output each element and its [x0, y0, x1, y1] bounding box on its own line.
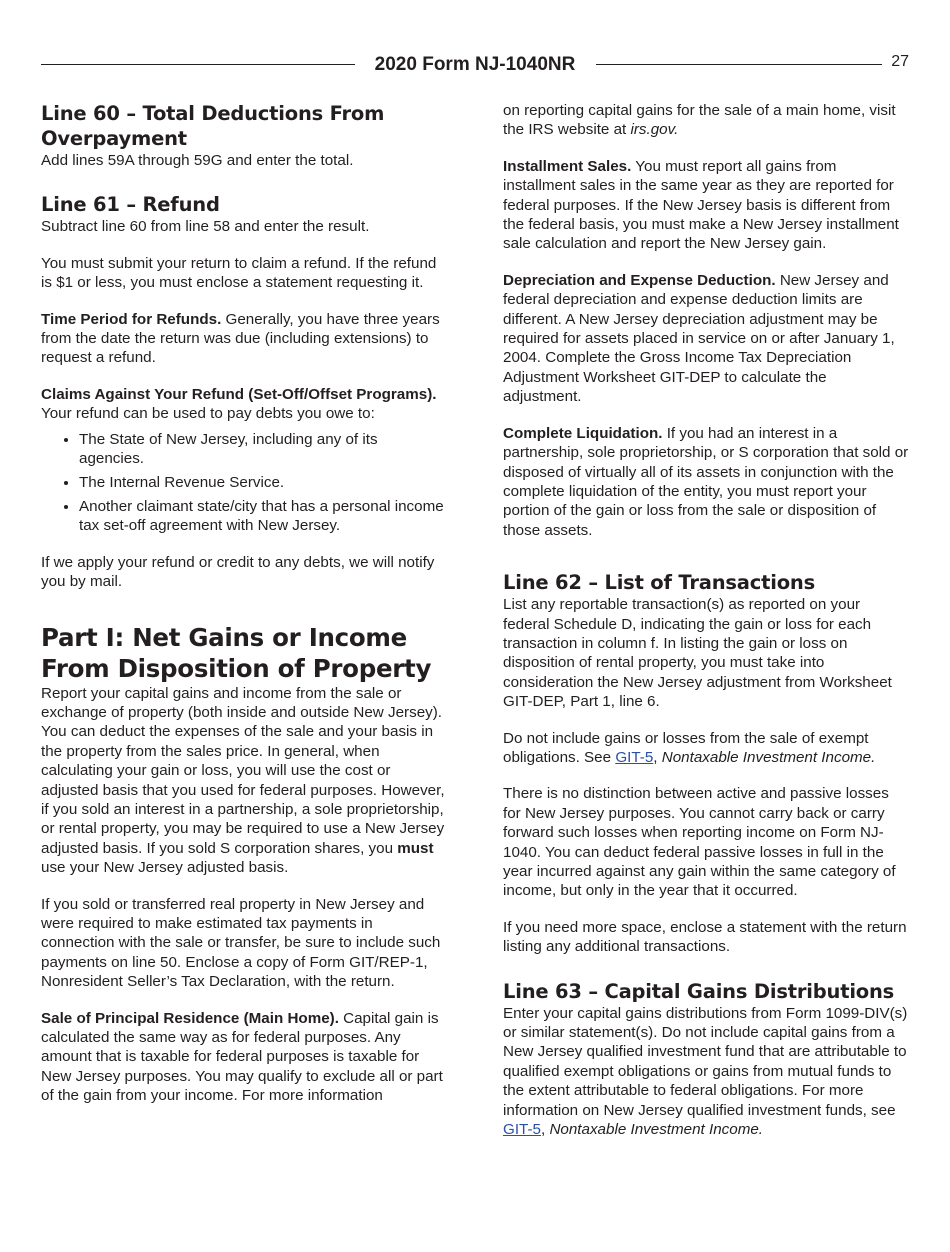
time-period-text: Generally, you have three years from the date the return was due (including extensions) to request a refund. [41, 310, 440, 367]
page-header [41, 52, 909, 78]
line-62-comma: , [653, 748, 662, 766]
claims-paragraph [41, 385, 446, 424]
sale-residence-text: Capital gain is calculated the same way as for federal purposes. Any amount that is taxable for federal purposes is taxable for New Jersey purposes. You may qualify to exclude all or part of the gain from your income. For more information [41, 1009, 443, 1105]
section-line-63 [503, 979, 909, 1140]
time-period-paragraph [41, 310, 446, 368]
part-1-paragraph-1 [41, 684, 446, 878]
git-5-link[interactable]: GIT-5 [615, 748, 654, 766]
line-63-comma: , [540, 1121, 550, 1139]
part-1-bold-must: must [397, 839, 434, 857]
sale-residence-label: Sale of Principal Residence (Main Home). [41, 1009, 339, 1027]
line-63-italic: Nontaxable Investment Income. [549, 1121, 764, 1139]
line-62-paragraph-3: There is no distinction between active and passive losses for New Jersey purposes. You cannot carry back or carry forward such losses when reporting income on Form NJ-1040. You can deduct federal passive losses in full in the year incurred against any gain within the same category of income, but only in the year that it occurred. [503, 785, 896, 900]
line-62-paragraph-1: List any reportable transaction(s) as reported on your federal Schedule D, indicating the gain or loss for each transaction in column f. In listing the gain or loss on disposition of rental property, you must take into consideration the New Jersey adjustment from Worksheet GIT-DEP, Part 1, line 6. [503, 596, 892, 711]
continued-paragraph [503, 101, 909, 140]
page-title: 2020 Form NJ-1040NR [374, 54, 576, 75]
liquidation-text: If you had an interest in a partnership, sole proprietorship, or S corporation that sold or disposed of virtually all of its assets in conjunction with the complete liquidation of the entity, you must report your portion of the gain or loss from the sale or disposition of those assets. [503, 424, 909, 539]
line-63-text-a: Enter your capital gains distributions from Form 1099-DIV(s) or similar statement(s). Do not include capital gains from a New Jersey qualified investment fund that are attributable to qualified exempt obligations or gains from mutual funds to the extent attributable to federal obligations. For more information on New Jersey qualified investment funds, see [503, 1004, 908, 1119]
line-62-paragraph-2 [503, 729, 909, 768]
header-rule-left [41, 64, 355, 65]
line-62-heading: Line 62 – List of Transactions [503, 571, 815, 595]
part-1-text-a: Report your capital gains and income from the sale or exchange of property (both inside and outside New Jersey). You can deduct the expenses of the sale and your basis in the property from the sales price. In general, when calculating your gain or loss, you will use the cost or adjusted basis that you used for federal purposes. However, if you sold an interest in a partnership, a sole proprietorship, or rental property, you may be required to use a New Jersey adjusted basis. If you sold S corporation shares, you [41, 684, 445, 857]
claims-text: Your refund can be used to pay debts you owe to: [41, 405, 375, 423]
irs-website-text: irs.gov. [630, 121, 679, 139]
part-1-heading: Part I: Net Gains or Income From Disposition of Property [41, 622, 432, 683]
time-period-label: Time Period for Refunds. [41, 310, 222, 328]
line-60-text: Add lines 59A through 59G and enter the total. [41, 152, 354, 169]
line-60-heading: Line 60 – Total Deductions From Overpayment [41, 102, 385, 150]
installment-text: You must report all gains from installment sales in the same year as they are reported for federal purposes. If the New Jersey basis is different from the federal basis, you must make a New Jersey installment sale calculation and report the New Jersey gain. [503, 157, 899, 253]
installment-label: Installment Sales. [503, 157, 632, 175]
git-5-link[interactable]: GIT-5 [503, 1121, 541, 1139]
list-item: • The Internal Revenue Service. [79, 473, 446, 492]
line-63-paragraph-1 [503, 1004, 909, 1140]
part-1-paragraph-2: If you sold or transferred real property in New Jersey and were required to make estimated tax payments in connection with the sale or transfer, be sure to include such payments on line 50. Enclose a copy of Form GIT/REP-1, Nonresident Seller’s Tax Declaration, with the return. [41, 895, 441, 991]
claimant-list [41, 430, 446, 536]
liquidation-label: Complete Liquidation. [503, 424, 663, 442]
line-61-heading: Line 61 – Refund [41, 193, 220, 217]
part-1-text-b: use your New Jersey adjusted basis. [41, 859, 289, 877]
section-line-61 [41, 192, 446, 591]
line-62-text-a: Do not include gains or losses from the sale of exempt obligations. See [503, 729, 869, 766]
section-line-62 [503, 570, 909, 957]
right-column [503, 101, 909, 1156]
line-61-paragraph-1: Subtract line 60 from line 58 and enter the result. [41, 218, 370, 236]
installment-paragraph [503, 157, 909, 254]
header-rule-right [596, 64, 882, 65]
page-number: 27 [891, 53, 909, 70]
list-item: • Another claimant state/city that has a personal income tax set-off agreement with New Jersey. [79, 497, 446, 536]
line-62-italic: Nontaxable Investment Income. [661, 748, 876, 766]
sale-residence-paragraph [41, 1009, 446, 1106]
section-part-1 [41, 622, 446, 1106]
notify-paragraph: If we apply your refund or credit to any debts, we will notify you by mail. [41, 553, 435, 591]
section-line-60 [41, 101, 446, 170]
depreciation-label: Depreciation and Expense Deduction. [503, 271, 776, 289]
depreciation-text: New Jersey and federal depreciation and expense deduction limits are different. A New Jersey depreciation adjustment may be required for assets placed in service on or after January 1, 2004. Complete the Gross Income Tax Depreciation Adjustment Worksheet GIT-DEP to calculate the adjustment. [503, 271, 895, 406]
depreciation-paragraph [503, 271, 909, 407]
line-62-paragraph-4: If you need more space, enclose a statement with the return listing any additional transactions. [503, 918, 907, 956]
list-item: • The State of New Jersey, including any of its agencies. [79, 430, 446, 469]
line-61-paragraph-2: You must submit your return to claim a refund. If the refund is $1 or less, you must enclose a statement requesting it. [41, 254, 437, 292]
claims-label: Claims Against Your Refund (Set-Off/Offset Programs). [41, 385, 437, 403]
liquidation-paragraph [503, 424, 909, 540]
left-column [41, 101, 446, 1123]
continued-text: on reporting capital gains for the sale of a main home, visit the IRS website at [503, 102, 896, 139]
line-63-heading: Line 63 – Capital Gains Distributions [503, 979, 895, 1003]
